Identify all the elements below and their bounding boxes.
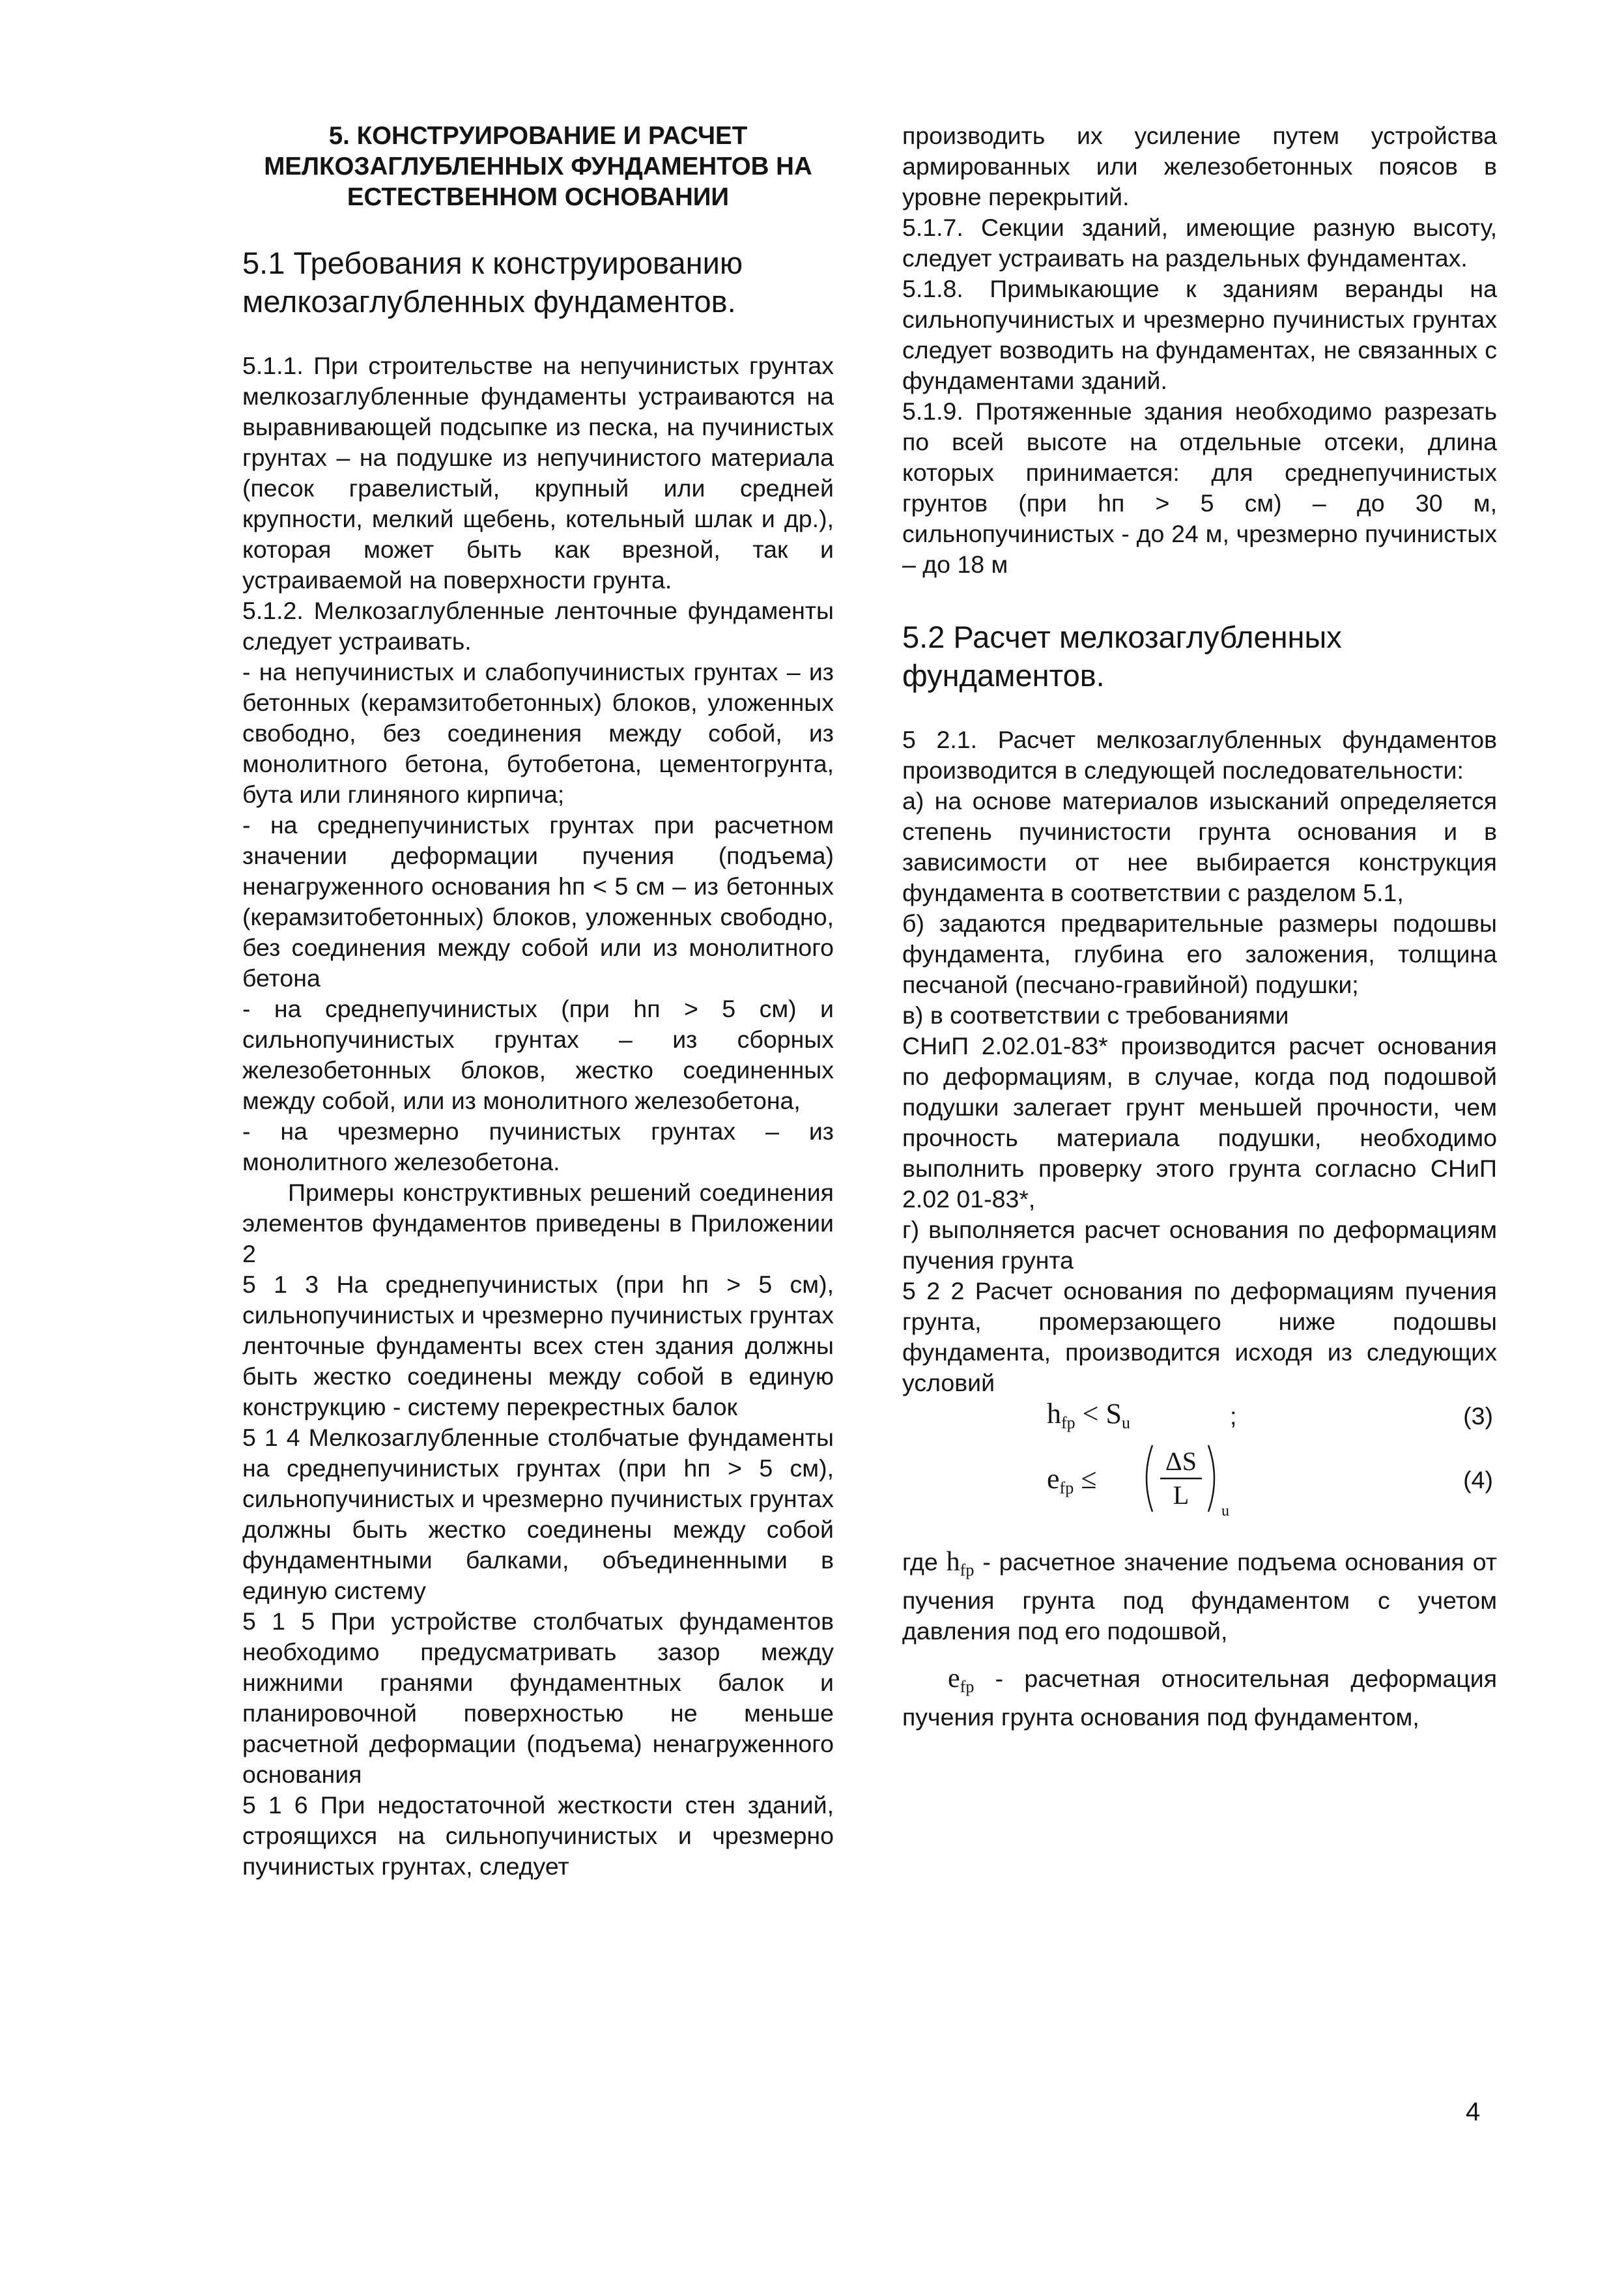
paragraph-examples: Примеры конструктивных решений соединения элементов фундаментов приведены в Приложении 2 <box>242 1179 834 1267</box>
formula-3 <box>902 1398 1497 1439</box>
list-item-excessive-heaving: - на чрезмерно пучинистых грунтах – из монолитного железобетона. <box>242 1117 834 1175</box>
formula-3-number: (3) <box>1463 1402 1493 1430</box>
paragraph-5-2-2: 5 2 2 Расчет основания по деформациям пучения грунта, промерзающего ниже подошвы фундамента, производится исходя из следующих условий <box>902 1277 1497 1396</box>
step-c: СНиП 2.02.01-83* производится расчет основания по деформациям, в случае, когда под подошвой подушки залегает грунт меньшей прочности, чем прочность материала подушки, необходимо выполнить проверку этого грунта согласно СНиП 2.02 01-83*, <box>902 1032 1497 1213</box>
list-item-nonheaving: - на непучинистых и слабопучинистых грунтах – из бетонных (керамзитобетонных) блоков, уложенных свободно, без соединения между собой, из монолитного бетона, бутобетона, цементогрунта, бута или глиняного кирпича; <box>242 658 834 808</box>
step-b: б) задаются предварительные размеры подошвы фундамента, глубина его заложения, толщина песчаной (песчано-гравийной) подушки; <box>902 910 1497 998</box>
page-number: 4 <box>1466 2097 1481 2126</box>
step-d: г) выполняется расчет основания по деформациям пучения грунта <box>902 1216 1497 1274</box>
definition-hfp: где $h_{fp}$ - расчетное значение подъема основания от пучения грунта под фундаментом с учетом давления под его подошвой, <box>902 1547 1497 1645</box>
paragraph-5-1-7: 5.1.7. Секции зданий, имеющие разную высоту, следует устраивать на раздельных фундаментах. <box>902 214 1497 272</box>
left-column <box>242 121 834 1882</box>
paragraph-5-2-1: 5 2.1. Расчет мелкозаглубленных фундаментов производится в следующей последовательности: <box>902 726 1497 784</box>
formula-4-fraction <box>1138 1440 1229 1517</box>
formula-4 <box>902 1441 1497 1527</box>
definition-efp: $e_{fp}$ - расчетная относительная деформация пучения грунта основания под фундаментом, <box>902 1664 1497 1731</box>
paragraph-5-1-4: 5 1 4 Мелкозаглубленные столбчатые фундаменты на среднепучинистых грунтах (при hп > 5 см), сильнопучинистых и чрезмерно пучинистых грунтах должны быть жестко соединены между собой фундаментными балками, объединенными в единую систему <box>242 1424 834 1604</box>
paragraph-5-1-3: 5 1 3 На среднепучинистых (при hп > 5 см), сильнопучинистых и чрезмерно пучинистых грунтах ленточные фундаменты всех стен здания должны быть жестко соединены между собой в единую конструкцию - систему перекрестных балок <box>242 1271 834 1420</box>
formula-3-semicolon: ; <box>1230 1402 1237 1430</box>
step-a: а) на основе материалов изысканий определяется степень пучинистости грунта основания и в зависимости от нее выбирается конструкция фундамента в соответствии с разделом 5.1, <box>902 787 1497 906</box>
paragraph-5-1-1: 5.1.1. При строительстве на непучинистых грунтах мелкозаглубленные фундаменты устраиваются на выравнивающей подсыпке из песка, на пучинистых грунтах – на подушке из непучинистого материала (песок гравелистый, крупный или средней крупности, мелкий щебень, котельный шлак и др.), которая может быть как врезной, так и устраиваемой на поверхности грунта. <box>242 352 834 594</box>
formula-4-lhs: $e_{fp}$ ≤ <box>1047 1463 1097 1497</box>
paragraph-5-1-9: 5.1.9. Протяженные здания необходимо разрезать по всей высоте на отдельные отсеки, длина которых принимается: для среднепучинистых грунтов (при hп > 5 см) – до 30 м, сильнопучинистых - до 24 м, чрезмерно пучинистых – до 18 м <box>902 397 1497 578</box>
step-c-heading: в) в соответствии с требованиями <box>902 1001 1289 1029</box>
paragraph-5-1-5: 5 1 5 При устройстве столбчатых фундаментов необходимо предусматривать зазор между нижними гранями фундаментных балок и планировочной поверхностью не меньше расчетной деформации (подъема) ненагруженного основания <box>242 1607 834 1788</box>
formula-4-denominator: L <box>1173 1480 1190 1510</box>
formula-4-numerator: ΔS <box>1165 1447 1197 1476</box>
formula-3-expression: $h_{fp} < S_u$ <box>1047 1398 1130 1432</box>
paragraph-5-1-8: 5.1.8. Примыкающие к зданиям веранды на сильнопучинистых и чрезмерно пучинистых грунтах следует возводить на фундаментах, не связанных с фундаментами зданий. <box>902 275 1497 394</box>
formula-4-number: (4) <box>1463 1466 1493 1493</box>
document-title: 5. КОНСТРУИРОВАНИЕ И РАСЧЕТ МЕЛКОЗАГЛУБЛЕННЫХ ФУНДАМЕНТОВ НА ЕСТЕСТВЕННОМ ОСНОВАНИИ <box>264 122 812 211</box>
section-5-1-heading: 5.1 Требования к конструированию мелкозаглубленных фундаментов. <box>242 246 743 319</box>
paragraph-continuation: производить их усиление путем устройства армированных или железобетонных поясов в уровне перекрытий. <box>902 122 1497 210</box>
list-item-medium-heaving: - на среднепучинистых грунтах при расчетном значении деформации пучения (подъема) ненагруженного основания hп < 5 см – из бетонных (керамзитобетонных) блоков, уложенных свободно, без соединения между собой или из монолитного бетона <box>242 811 834 992</box>
list-item-strong-heaving: - на среднепучинистых (при hп > 5 см) и сильнопучинистых грунтах – из сборных железобетонных блоков, жестко соединенных между собой, или из монолитного железобетона, <box>242 995 834 1114</box>
paragraph-5-1-6: 5 1 6 При недостаточной жесткости стен зданий, строящихся на сильнопучинистых и чрезмерно пучинистых грунтах, следует <box>242 1791 834 1880</box>
formula-4-subscript: u <box>1221 1503 1229 1517</box>
paragraph-5-1-2: 5.1.2. Мелкозаглубленные ленточные фундаменты следует устраивать. <box>242 597 834 655</box>
section-5-2-heading: 5.2 Расчет мелкозаглубленных фундаментов. <box>902 620 1342 693</box>
right-column <box>902 121 1497 1733</box>
